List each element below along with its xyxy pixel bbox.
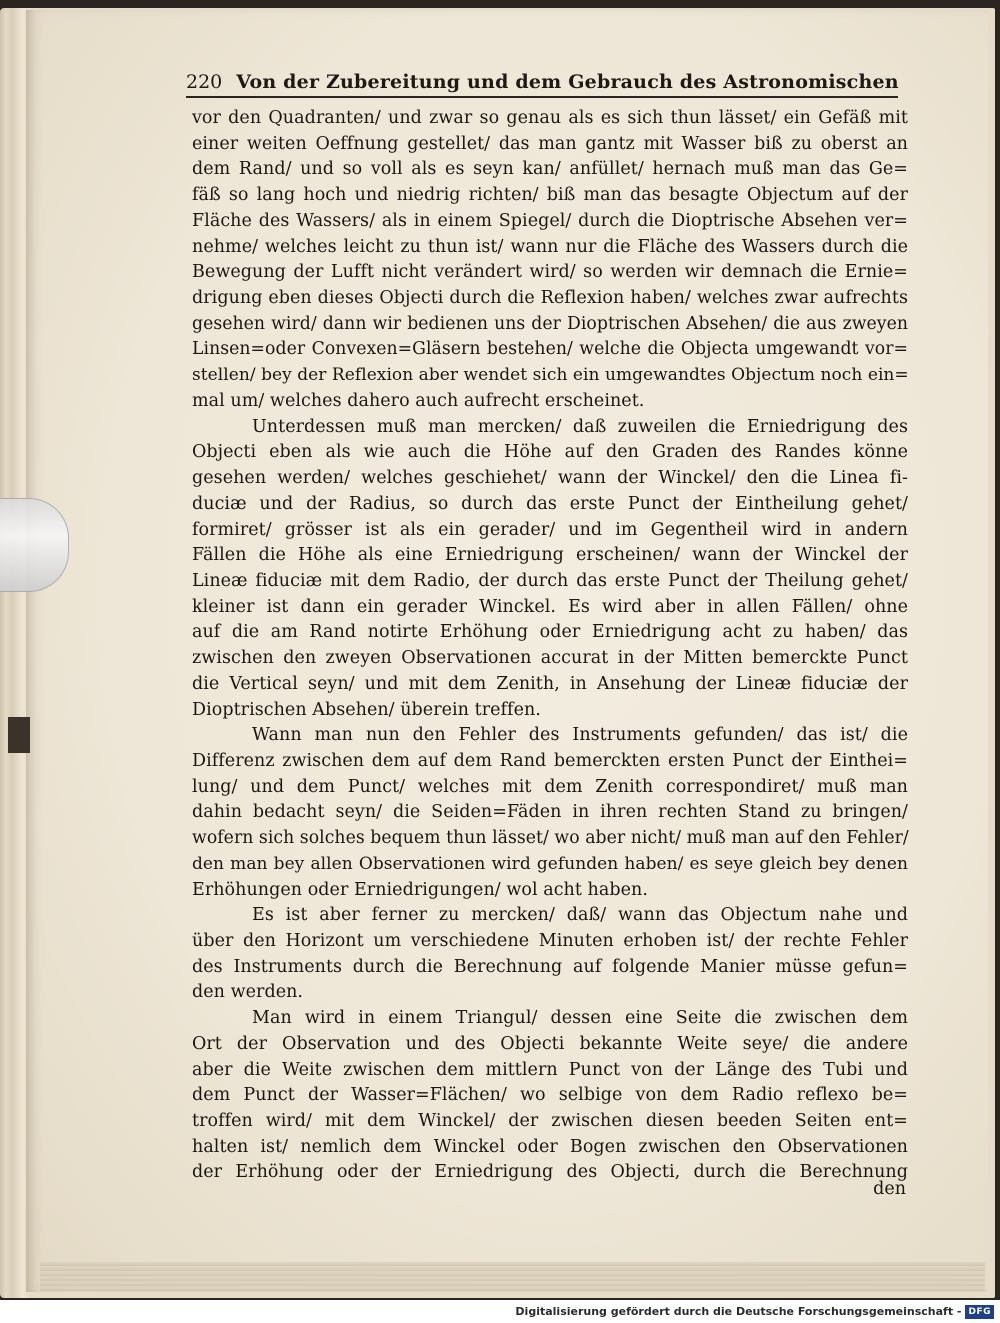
text-line: drigung eben dieses Objecti durch die Reflexion haben/ welches zwar aufrechts bbox=[192, 288, 908, 309]
text-line: über den Horizont um verschiedene Minuten erhoben ist/ der rechte Fehler bbox=[192, 931, 908, 951]
text-line: gesehen wird/ dann wir bedienen uns der Dioptrischen Absehen/ die aus zweyen bbox=[192, 313, 908, 334]
body-text bbox=[192, 106, 908, 1186]
paragraph-start-line: Man wird in einem Triangul/ dessen eine Seite die zwischen dem bbox=[252, 1008, 908, 1029]
text-line: dahin bedacht seyn/ die Seiden=Fäden in ihren rechten Stand zu bringen/ bbox=[192, 802, 908, 823]
text-line: der Erhöhung oder der Erniedrigung des Objecti, durch die Berechnung bbox=[192, 1162, 908, 1183]
text-line: des Instruments durch die Berechnung auf folgende Manier müsse gefun= bbox=[192, 956, 908, 977]
text-line: fäß so lang hoch und niedrig richten/ biß man das besagte Objectum auf der bbox=[192, 185, 908, 206]
paragraph-start-line: Wann man nun den Fehler des Instruments gefunden/ das ist/ die bbox=[252, 725, 908, 746]
text-line: Ort der Observation und des Objecti bekannte Weite seye/ die andere bbox=[192, 1033, 908, 1054]
page-number: 220 bbox=[186, 71, 223, 93]
text-line: duciæ und der Radius, so durch das erste Punct der Eintheilung gehet/ bbox=[192, 493, 908, 514]
text-line: Lineæ fiduciæ mit dem Radio, der durch das erste Punct der Theilung gehet/ bbox=[192, 570, 908, 591]
paragraph-start-line: Es ist aber ferner zu mercken/ daß/ wann das Objectum nahe und bbox=[252, 905, 908, 926]
bookmark-tab bbox=[8, 717, 30, 753]
text-line: Objecti eben als wie auch die Höhe auf den Graden des Randes könne bbox=[192, 442, 908, 463]
paragraph-end-line: den werden. bbox=[192, 982, 304, 1003]
paragraph-start-line: Unterdessen muß man mercken/ daß zuweilen die Erniedrigung des bbox=[252, 416, 908, 437]
text-line: auf die am Rand notirte Erhöhung oder Erniedrigung acht zu haben/ das bbox=[192, 622, 908, 643]
text-line: dem Punct der Wasser=Flächen/ wo selbige von dem Radio reflexo be= bbox=[192, 1085, 908, 1106]
page-edges bbox=[40, 1262, 985, 1292]
text-line: formiret/ grösser ist als ein gerader/ und im Gegentheil wird in andern bbox=[192, 519, 908, 540]
text-line: zwischen den zweyen Observationen accurat in der Mitten bemerckte Punct bbox=[192, 648, 908, 669]
text-line: troffen wird/ mit dem Winckel/ der zwischen diesen beeden Seiten ent= bbox=[192, 1111, 908, 1132]
text-line: einer weiten Oeffnung gestellet/ das man gantz mit Wasser biß zu oberst an bbox=[192, 133, 908, 154]
text-line: den man bey allen Observationen wird gefunden haben/ es seye gleich bey denen bbox=[192, 853, 908, 874]
paragraph-end-line: Dioptrischen Absehen/ überein treffen. bbox=[192, 699, 541, 720]
text-line: Fällen die Höhe als eine Erniedrigung erscheinen/ wann der Winckel der bbox=[192, 545, 908, 566]
running-header bbox=[186, 62, 898, 98]
text-line: halten ist/ nemlich dem Winckel oder Bogen zwischen den Observationen bbox=[192, 1136, 908, 1157]
catchword: den bbox=[873, 1179, 906, 1199]
paragraph-end-line: Erhöhungen oder Erniedrigungen/ wol acht haben. bbox=[192, 879, 648, 900]
page-clip bbox=[0, 498, 69, 592]
text-line: wofern sich solches bequem thun lässet/ wo aber nicht/ muß man auf den Fehler/ bbox=[192, 828, 909, 849]
text-line: die Vertical seyn/ und mit dem Zenith, in Ansehung der Lineæ fiduciæ der bbox=[192, 673, 908, 694]
text-line: Differenz zwischen dem auf dem Rand bemerckten ersten Punct der Einthei= bbox=[192, 750, 908, 771]
text-line: Linsen=oder Convexen=Gläsern bestehen/ welche die Objecta umgewandt vor= bbox=[192, 339, 908, 360]
running-title: Von der Zubereitung und dem Gebrauch des Astronomischen bbox=[236, 71, 899, 93]
text-line: aber die Weite zwischen dem mittlern Punct von der Länge des Tubi und bbox=[192, 1059, 908, 1080]
text-line: Fläche des Wassers/ als in einem Spiegel/ durch die Dioptrische Absehen ver= bbox=[192, 210, 908, 231]
dfg-logo: DFG bbox=[965, 1305, 994, 1319]
paragraph-end-line: mal um/ welches dahero auch aufrecht erscheinet. bbox=[192, 390, 645, 411]
text-line: vor den Quadranten/ und zwar so genau als es sich thun lässet/ ein Gefäß mit bbox=[192, 108, 908, 128]
text-line: nehme/ welches leicht zu thun ist/ wann nur die Fläche des Wassers durch die bbox=[192, 236, 908, 257]
text-line: Bewegung der Lufft nicht verändert wird/ so werden wir demnach die Ernie= bbox=[192, 262, 908, 283]
digitization-footer bbox=[0, 1300, 1000, 1323]
footer-credit: Digitalisierung gefördert durch die Deutsche Forschungsgemeinschaft - bbox=[515, 1305, 962, 1318]
text-line: gesehen werden/ welches geschiehet/ wann der Winckel/ den die Linea fi- bbox=[192, 468, 908, 489]
text-line: kleiner ist dann ein gerader Winckel. Es wird aber in allen Fällen/ ohne bbox=[192, 596, 908, 617]
text-line: dem Rand/ und so voll als es seyn kan/ anfüllet/ hernach muß man das Ge= bbox=[192, 159, 908, 180]
text-line: lung/ und dem Punct/ welches mit dem Zenith correspondiret/ muß man bbox=[192, 776, 908, 797]
text-line: stellen/ bey der Reflexion aber wendet sich ein umgewandtes Objectum noch ein= bbox=[192, 365, 909, 386]
